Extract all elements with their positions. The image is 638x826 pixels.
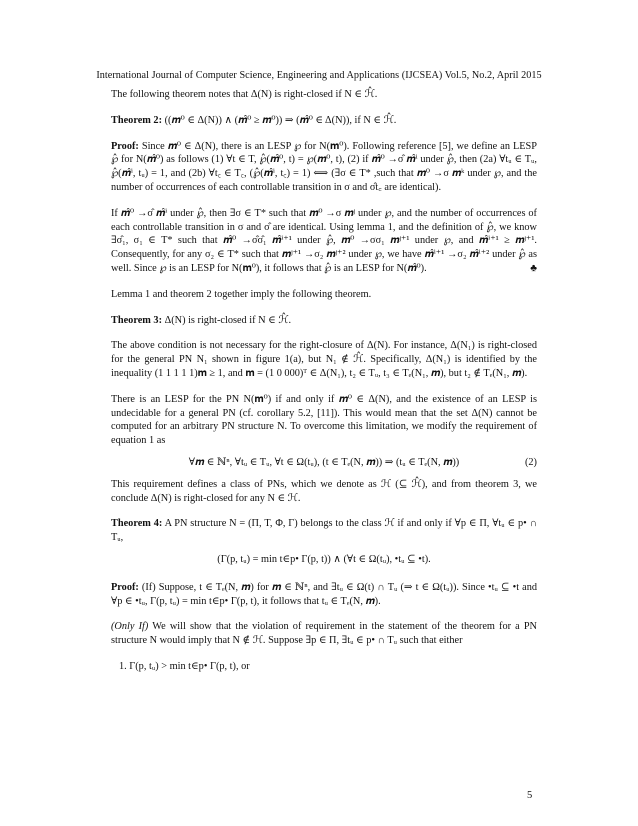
equation-2-number: (2): [524, 456, 537, 468]
theorem-4-text: A PN structure N = (Π, T, Φ, Γ) belongs to the class ℋ if and only if ∀p ∈ Π, ∀tᵤ ∈ p• ∩ Tᵤ,: [111, 518, 538, 544]
theorem-4-label: Theorem 4:: [111, 518, 163, 530]
proof-theorem-4-only-if: [111, 620, 537, 648]
proof-text-1: Since 𝒎⁰ ∈ Δ(N), there is an LESP ℘ for N(𝐦⁰). Following reference [5], we define an LESP ℘̂ for N(𝒎̂⁰) as follows (1) ∀t ∈ T, ℘̂(𝒎̂⁰, t) = ℘(𝒎⁰, t), (2) if 𝒎̂⁰ →σ̂ 𝒎̂ⁱ under ℘̂, then (2a) ∀tᵤ ∈ Tᵤ, ℘̂(𝒎̂ⁱ, tᵤ) = 1, and (2b) ∀t꜀ ∈ T꜀, (℘̂(𝒎̂ⁱ, t꜀) = 1) ⟺ (∃σ ∈ T* ,such that 𝒎⁰ →σ 𝒎ᵏ under ℘, and the number of occurrences of each controllable transition in σ and σ̂t꜀ are identical).: [111, 140, 537, 193]
equation-2-body: ∀𝒎 ∈ ℕⁿ, ∀tᵤ ∈ Tᵤ, ∀t ∈ Ω(tᵤ), (t ∈ Tₑ(N, 𝒎)) ⇒ (tᵤ ∈ Tₑ(N, 𝒎)): [188, 456, 460, 468]
page-body: [111, 88, 537, 674]
list-item: 1. Γ(p, tᵤ) > min t∈p• Γ(p, t), or: [119, 660, 250, 672]
theorem-2: [111, 114, 537, 128]
journal-header: International Journal of Computer Science, Engineering and Applications (IJCSEA) Vol.5, No.2, April 2015: [96, 70, 542, 81]
theorem-3-label: Theorem 3:: [111, 314, 162, 326]
proof-theorem-2: [111, 140, 537, 195]
theorem-2-label: Theorem 2:: [111, 114, 162, 126]
theorem-2-text: ((𝒎⁰ ∈ Δ(N)) ∧ (𝒎̂⁰ ≥ 𝒎⁰)) ⇒ (𝒎̂⁰ ∈ Δ(N)), if N ∈ ℋ̂.: [164, 114, 397, 126]
paragraph-requirement: This requirement defines a class of PNs, which we denote as ℋ (⊆ ℋ̂), and from theorem 3, we conclude Δ(N) is right-closed for any N ∈ ℋ.: [111, 478, 537, 504]
theorem-4-equation: (Γ(p, tᵤ) = min t∈p• Γ(p, t)) ∧ (∀t ∈ Ω(tᵤ), •tᵤ ⊆ •t).: [217, 553, 431, 565]
proof-only-if-text: We will show that the violation of requirement in the statement of the theorem for a PN structure N would imply that N ∉ ℋ. Suppose ∃p ∈ Π, ∃tᵤ ∈ p• ∩ Tᵤ such that either: [111, 621, 537, 647]
proof-text-2: If 𝒎̂⁰ →σ̂ 𝒎̂ⁱ under ℘̂, then ∃σ ∈ T* such that 𝒎⁰ →σ 𝒎ʲ under ℘, and the number of occurrences of each controllable transition in σ and σ̂ are identical. Using lemma 1, and the definition of ℘̂, we know ∃σ̂₁, σ₁ ∈ T* such that 𝒎̂⁰ →σ̂σ̂₁ 𝒎̂ⁱ⁺¹ under ℘̂, 𝒎⁰ →σσ₁ 𝒎ʲ⁺¹ under ℘, and 𝒎̂ⁱ⁺¹ ≥ 𝒎ʲ⁺¹. Consequently, for any σ₂ ∈ T* such that 𝒎ʲ⁺¹ →σ₂ 𝒎ʲ⁺² under ℘, we have 𝒎̂ⁱ⁺¹ →σ₂ 𝒎̂ⁱ⁺² under ℘̂ as well. Since ℘ is an LESP for N(𝐦⁰), it follows that ℘̂ is an LESP for N(𝒎̂⁰).: [111, 207, 537, 274]
equation-2: [111, 456, 537, 470]
theorem-4: [111, 517, 537, 545]
proof-label: Proof:: [111, 140, 139, 152]
qed-symbol: ♣: [530, 262, 537, 274]
proof-only-if-label: (Only If): [111, 621, 149, 633]
paragraph-intro: The following theorem notes that Δ(N) is right-closed if N ∈ ℋ̂.: [111, 89, 378, 100]
paragraph-lemma: Lemma 1 and theorem 2 together imply the following theorem.: [111, 288, 372, 300]
proof-if-text: (If) Suppose, t ∈ Tₑ(N, 𝒎) for 𝒎 ∈ ℕⁿ, and ∃tᵤ ∈ Ω(t) ∩ Tᵤ (⇒ t ∈ Ω(tᵤ)). Since •tᵤ ⊆ •t and ∀p ∈ •tᵤ, Γ(p, tᵤ) = min t∈p• Γ(p, t), it follows that tᵤ ∈ Tₑ(N, 𝒎).: [111, 581, 537, 607]
paragraph-right-closure: The above condition is not necessary for the right-closure of Δ(N). For instance, Δ(N₁) is right-closed for the general PN N₁ shown in figure 1(a), but N₁ ∉ ℋ̂. Specifically, Δ(N₁) is identified by the inequality (1 1 1 1 1)𝐦 ≥ 1, and 𝐦 = (1 0 000)ᵀ ∈ Δ(N₁), t₂ ∈ Tᵤ, t₃ ∈ Tₑ(N₁, 𝒎), but t₂ ∉ Tₑ(N₁, 𝒎).: [111, 340, 537, 379]
page-number: 5: [527, 790, 533, 801]
proof-theorem-4-if: [111, 581, 537, 609]
proof-continuation: [111, 207, 537, 276]
proof-if-label: Proof:: [111, 581, 139, 593]
theorem-3-text: Δ(N) is right-closed if N ∈ ℋ̂.: [164, 314, 292, 326]
theorem-3: [111, 314, 537, 328]
paragraph-lesp: There is an LESP for the PN N(𝐦⁰) if and only if 𝒎⁰ ∈ Δ(N), and the existence of an LESP is undecidable for a general PN (cf. corollary 5.2, [11]). This would mean that the set Δ(N) cannot be computed for an arbitrary PN structure N. To overcome this limitation, we modify the requirement of equation 1 as: [111, 393, 537, 447]
